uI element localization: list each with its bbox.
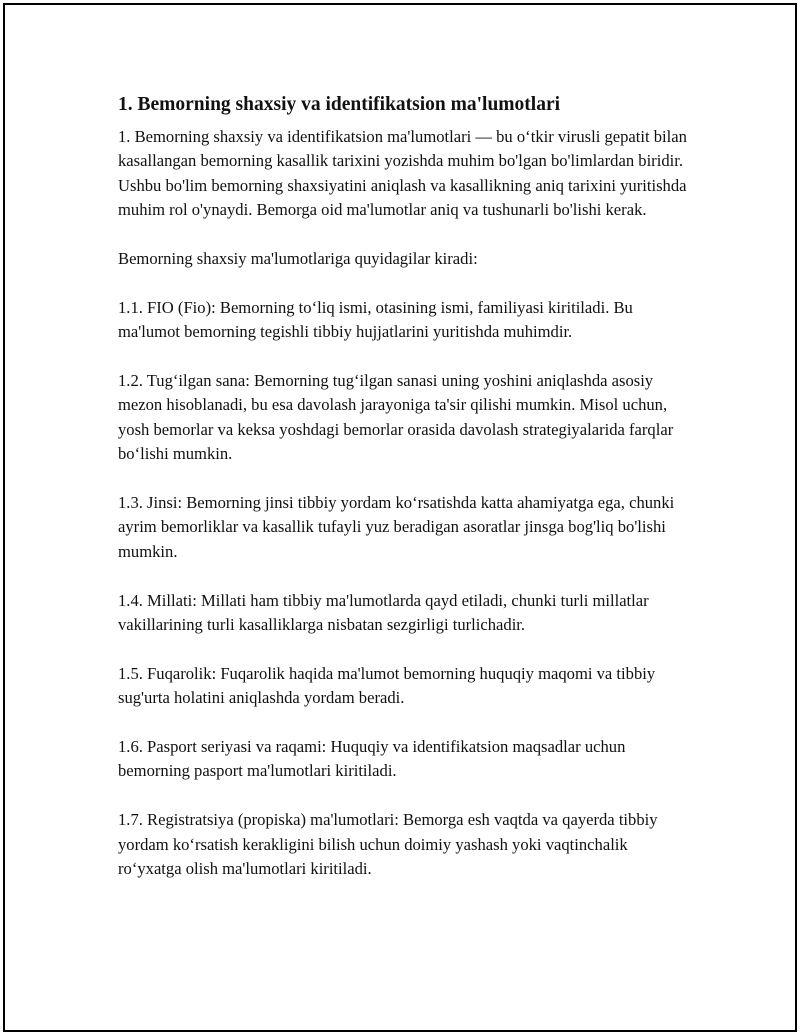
item-gender-paragraph: 1.3. Jinsi: Bemorning jinsi tibbiy yordam ko‘rsatishda katta ahamiyatga ega, chunki ayrim bemorliklar va kasallik tufayli yuz beradigan asoratlar jinsga bog'liq bo'lishi mumkin. xyxy=(118,493,675,561)
section-heading: 1. Bemorning shaxsiy va identifikatsion ma'lumotlari xyxy=(118,94,561,115)
list-intro-paragraph: Bemorning shaxsiy ma'lumotlariga quyidagilar kiradi: xyxy=(118,249,478,269)
item-birth-date-paragraph: 1.2. Tug‘ilgan sana: Bemorning tug‘ilgan sanasi uning yoshini aniqlashda asosiy mezon hisoblanadi, bu esa davolash jarayoniga ta'sir qilishi mumkin. Misol uchun, yosh bemorlar va keksa yoshdagi bemorlar orasida davolash strategiyalarida farqlar bo‘lishi mumkin. xyxy=(118,371,674,464)
item-passport-paragraph: 1.6. Pasport seriyasi va raqami: Huquqiy va identifikatsion maqsadlar uchun bemorning pasport ma'lumotlari kiritiladi. xyxy=(118,737,626,781)
document-body xyxy=(118,93,693,906)
intro-paragraph: 1. Bemorning shaxsiy va identifikatsion ma'lumotlari — bu o‘tkir virusli gepatit bilan kasallangan bemorning kasallik tarixini yozishda muhim bo'lgan bo'limlardan biridir. Ushbu bo'lim bemorning shaxsiyatini aniqlash va kasallikning aniq tarixini yuritishda muhim rol o'ynaydi. Bemorga oid ma'lumotlar aniq va tushunarli bo'lishi kerak. xyxy=(118,127,687,220)
item-nationality-paragraph: 1.4. Millati: Millati ham tibbiy ma'lumotlarda qayd etiladi, chunki turli millatlar vakillarining turli kasalliklarga nisbatan sezgirligi turlichadir. xyxy=(118,590,649,635)
item-citizenship-paragraph: 1.5. Fuqarolik: Fuqarolik haqida ma'lumot bemorning huquqiy maqomi va tibbiy sug'urta holatini aniqlashda yordam beradi. xyxy=(118,663,656,708)
item-fio-paragraph: 1.1. FIO (Fio): Bemorning to‘liq ismi, otasining ismi, familiyasi kiritiladi. Bu ma'lumot bemorning tegishli tibbiy hujjatlarini yuritishda muhimdir. xyxy=(118,297,633,342)
item-registration-paragraph: 1.7. Registratsiya (propiska) ma'lumotlari: Bemorga esh vaqtda va qayerda tibbiy yordam ko‘rsatish kerakligini bilish uchun doimiy yashash yoki vaqtinchalik ro‘yxatga olish ma'lumotlari kiritiladi. xyxy=(118,810,658,879)
